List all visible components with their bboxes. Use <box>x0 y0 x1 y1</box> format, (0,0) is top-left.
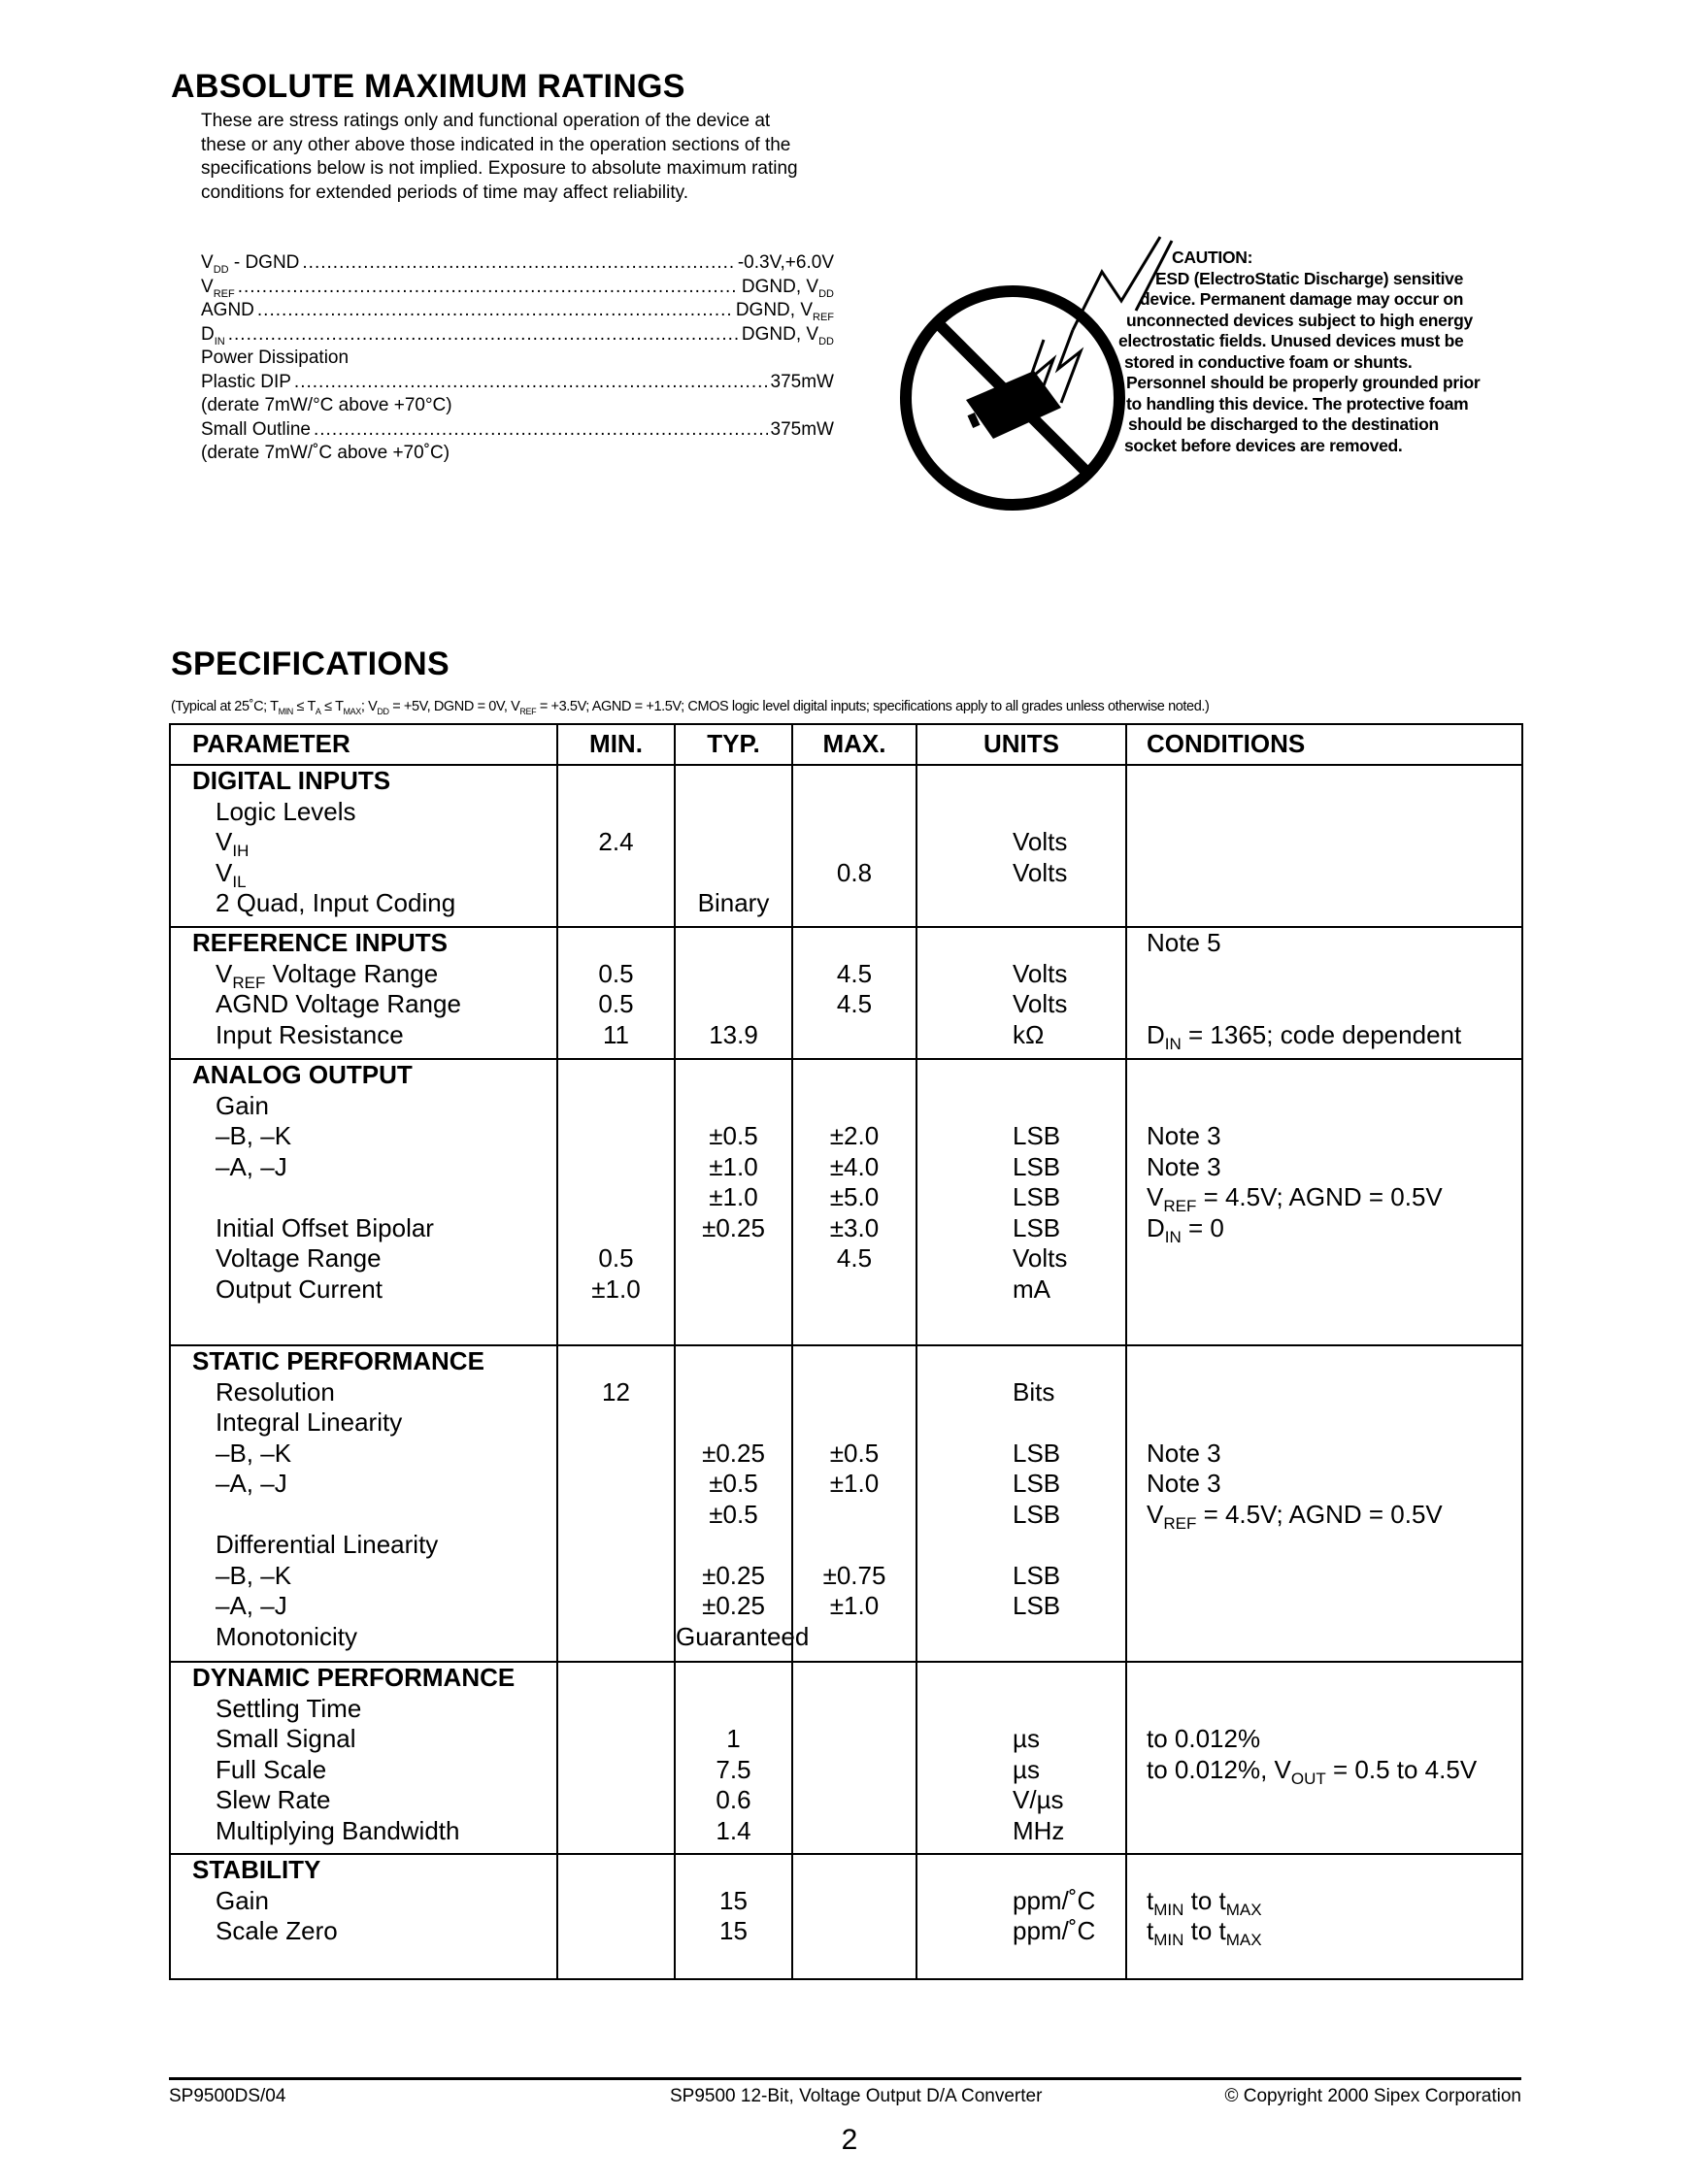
unit: Volts <box>1013 827 1068 856</box>
param-label: Logic Levels <box>216 796 356 826</box>
param-label: Scale Zero <box>216 1916 338 1945</box>
param-label: Slew Rate <box>216 1785 331 1814</box>
value: ±0.5 <box>829 1438 880 1468</box>
unit: LSB <box>1013 1212 1061 1242</box>
section-title: STATIC PERFORMANCE <box>192 1346 484 1375</box>
condition: $D_{IN} = 1365$; code dependent <box>1147 1019 1462 1053</box>
caution-line: Personnel should be properly grounded prior <box>1126 373 1481 392</box>
footer-copyright: © Copyright 2000 Sipex Corporation <box>1224 2086 1521 2106</box>
unit: Volts <box>1013 989 1068 1018</box>
value: ±5.0 <box>829 1182 880 1211</box>
value: 1.4 <box>716 1815 751 1845</box>
col-min: MIN. <box>557 724 675 765</box>
value: 15 <box>719 1916 748 1945</box>
unit: ppm/˚C <box>1013 1916 1096 1945</box>
condition: $D_{IN} = 0$ <box>1147 1212 1224 1246</box>
value: 13.9 <box>709 1019 758 1049</box>
param-label: Voltage Range <box>216 1243 382 1273</box>
param-label: $V_{IH}$ <box>216 827 250 861</box>
unit: Volts <box>1013 857 1068 887</box>
rating-small-outline-derate: (derate 7mW/˚C above +70˚C) <box>201 443 450 463</box>
unit: Bits <box>1013 1376 1055 1406</box>
param-label: Integral Linearity <box>216 1407 403 1437</box>
condition: $V_{REF} = 4.5V$; AGND = 0.5V <box>1147 1182 1443 1216</box>
value: Binary <box>697 888 770 917</box>
param-label: –A, –J <box>216 1591 287 1620</box>
unit: kΩ <box>1013 1019 1045 1049</box>
value: ±0.5 <box>709 1469 758 1498</box>
caution-line: should be discharged to the destination <box>1128 414 1439 434</box>
unit: LSB <box>1013 1499 1061 1529</box>
caution-box <box>1118 248 1526 456</box>
section-title: DYNAMIC PERFORMANCE <box>192 1663 516 1692</box>
footer-rule <box>169 2077 1521 2080</box>
col-conditions: CONDITIONS <box>1126 724 1522 765</box>
condition: Note 3 <box>1147 1438 1221 1468</box>
col-max: MAX. <box>792 724 916 765</box>
section-stability <box>170 1854 1522 1979</box>
value: 4.5 <box>836 958 873 988</box>
footer-title: SP9500 12-Bit, Voltage Output D/A Converter <box>670 2086 1043 2106</box>
section-dynamic-performance <box>170 1662 1522 1854</box>
value: ±0.25 <box>702 1438 765 1468</box>
condition: to 0.012%, $V_{OUT} = 0.5$ to 4.5V <box>1147 1754 1478 1788</box>
unit: LSB <box>1013 1469 1061 1498</box>
unit: LSB <box>1013 1151 1061 1181</box>
condition: $t_{MIN}$ to $t_{MAX}$ <box>1147 1916 1262 1950</box>
rating-vref: $V_{REF}$ ..... DGND, $V_{DD}$ <box>201 276 834 300</box>
specs-heading: SPECIFICATIONS <box>171 645 450 682</box>
value: 0.5 <box>598 1243 634 1273</box>
value: ±0.25 <box>702 1212 765 1242</box>
section-analog-output <box>170 1059 1522 1345</box>
param-label: Multiplying Bandwidth <box>216 1815 460 1845</box>
section-title: REFERENCE INPUTS <box>192 928 448 957</box>
value: ±2.0 <box>829 1121 880 1150</box>
rating-din: $D_{IN}$ ..... DGND, $V_{DD}$ <box>201 323 834 347</box>
value: ±0.75 <box>822 1560 886 1590</box>
unit: LSB <box>1013 1591 1061 1620</box>
unit: mA <box>1013 1274 1050 1304</box>
rating-small-outline: Small Outline ..... 375mW <box>201 418 834 443</box>
value: ±1.0 <box>591 1274 641 1304</box>
value: ±1.0 <box>709 1182 758 1211</box>
param-label: Small Signal <box>216 1724 356 1753</box>
unit: ppm/˚C <box>1013 1885 1096 1915</box>
unit: Volts <box>1013 958 1068 988</box>
param-label: Gain <box>216 1090 269 1120</box>
param-label: Gain <box>216 1885 269 1915</box>
value: ±1.0 <box>829 1591 880 1620</box>
value: 11 <box>603 1019 629 1049</box>
unit: Volts <box>1013 1243 1068 1273</box>
caution-line: ESD (ElectroStatic Discharge) sensitive <box>1155 268 1464 288</box>
unit: LSB <box>1013 1121 1061 1150</box>
caution-line: socket before devices are removed. <box>1124 435 1403 455</box>
table-header-row <box>170 724 1522 765</box>
value: 1 <box>726 1724 741 1753</box>
param-label: AGND Voltage Range <box>216 989 461 1018</box>
unit: LSB <box>1013 1560 1061 1590</box>
unit: µs <box>1013 1754 1040 1784</box>
value: ±4.0 <box>829 1151 880 1181</box>
section-title: ANALOG OUTPUT <box>192 1060 413 1089</box>
param-label: Input Resistance <box>216 1019 404 1049</box>
param-label: Differential Linearity <box>216 1530 439 1559</box>
caution-line: to handling this device. The protective foam <box>1126 393 1469 414</box>
condition: Note 5 <box>1147 928 1221 957</box>
value: 0.5 <box>598 989 634 1018</box>
param-label: Resolution <box>216 1376 335 1406</box>
rating-agnd: AGND ..... DGND, $V_{REF}$ <box>201 299 834 323</box>
condition: to 0.012% <box>1147 1724 1261 1753</box>
param-label: Output Current <box>216 1274 383 1304</box>
caution-line: unconnected devices subject to high energy <box>1126 310 1473 330</box>
rating-power: Power Dissipation <box>201 347 350 368</box>
ratings-intro: These are stress ratings only and functional operation of the device at these or any other above those indicated in the operation sections of the specifications below is not implied. Exposure to absolute maximum rating conditions for extended periods of time may affect reliability. <box>201 111 798 203</box>
caution-title: CAUTION: <box>1172 248 1253 267</box>
section-title: DIGITAL INPUTS <box>192 766 391 795</box>
rating-vdd: $V_{DD}$ - DGND ..... -0.3V,+6.0V <box>201 251 834 276</box>
condition: $V_{REF} = 4.5V$; AGND = 0.5V <box>1147 1499 1443 1533</box>
value: 4.5 <box>836 1243 873 1273</box>
ratings-list <box>201 251 834 466</box>
footer-doc-id: SP9500DS/04 <box>169 2086 286 2106</box>
value: ±0.25 <box>702 1591 765 1620</box>
unit: V/µs <box>1013 1785 1064 1814</box>
value: ±0.5 <box>709 1499 758 1529</box>
col-parameter: PARAMETER <box>170 724 557 765</box>
value: 2.4 <box>598 827 634 856</box>
ratings-heading: ABSOLUTE MAXIMUM RATINGS <box>171 68 685 105</box>
caution-line: electrostatic fields. Unused devices must be <box>1118 331 1464 350</box>
value: ±1.0 <box>829 1469 880 1498</box>
condition: Note 3 <box>1147 1151 1221 1181</box>
param-label: $V_{IL}$ <box>216 857 247 891</box>
col-units: UNITS <box>916 724 1126 765</box>
value: 0.6 <box>716 1785 751 1814</box>
value: Guaranteed <box>676 1621 810 1651</box>
param-label: Settling Time <box>216 1693 362 1723</box>
unit: MHz <box>1013 1815 1065 1845</box>
param-label: $V_{REF}$ Voltage Range <box>216 958 439 992</box>
param-label: Initial Offset Bipolar <box>216 1212 434 1242</box>
section-title: STABILITY <box>192 1855 321 1884</box>
page-number: 2 <box>841 2124 858 2156</box>
caution-line: device. Permanent damage may occur on <box>1140 289 1464 309</box>
section-static-performance <box>170 1345 1522 1662</box>
param-label: –B, –K <box>216 1121 292 1150</box>
param-label: Full Scale <box>216 1754 327 1784</box>
condition: Note 3 <box>1147 1469 1221 1498</box>
param-label: –B, –K <box>216 1560 292 1590</box>
value: ±0.5 <box>709 1121 758 1150</box>
unit: LSB <box>1013 1182 1061 1211</box>
param-label: Monotonicity <box>216 1621 357 1651</box>
param-label: –A, –J <box>216 1151 287 1181</box>
unit: µs <box>1013 1724 1040 1753</box>
rating-plastic-dip: Plastic DIP ..... 375mW <box>201 371 834 395</box>
rating-plastic-dip-derate: (derate 7mW/°C above +70°C) <box>201 395 452 415</box>
col-typ: TYP. <box>675 724 792 765</box>
value: 0.5 <box>598 958 634 988</box>
unit: LSB <box>1013 1438 1061 1468</box>
condition: $t_{MIN}$ to $t_{MAX}$ <box>1147 1885 1262 1919</box>
condition: Note 3 <box>1147 1121 1221 1150</box>
specs-conditions-note: (Typical at 25˚C; $T_{MIN} \le T_A \le T_{MAX}$; $V_{DD} = +5V$, DGND = 0V, $V_{REF} = +3.5V$; AGND = +1.5V; CMOS logic level digital inputs; specifications apply to all grades unless otherwise noted.) <box>171 699 1210 716</box>
caution-line: stored in conductive foam or shunts. <box>1124 351 1413 372</box>
value: 15 <box>719 1885 748 1915</box>
param-label: –A, –J <box>216 1469 287 1498</box>
param-label: –B, –K <box>216 1438 292 1468</box>
section-reference-inputs <box>170 927 1522 1059</box>
value: 7.5 <box>716 1754 751 1784</box>
value: 4.5 <box>836 989 873 1018</box>
value: 0.8 <box>836 857 873 887</box>
specifications-table <box>169 723 1523 1980</box>
value: ±1.0 <box>709 1151 758 1181</box>
value: ±3.0 <box>829 1212 880 1242</box>
value: 12 <box>602 1376 630 1406</box>
param-label: 2 Quad, Input Coding <box>216 888 456 917</box>
value: ±0.25 <box>702 1560 765 1590</box>
section-digital-inputs <box>170 765 1522 927</box>
